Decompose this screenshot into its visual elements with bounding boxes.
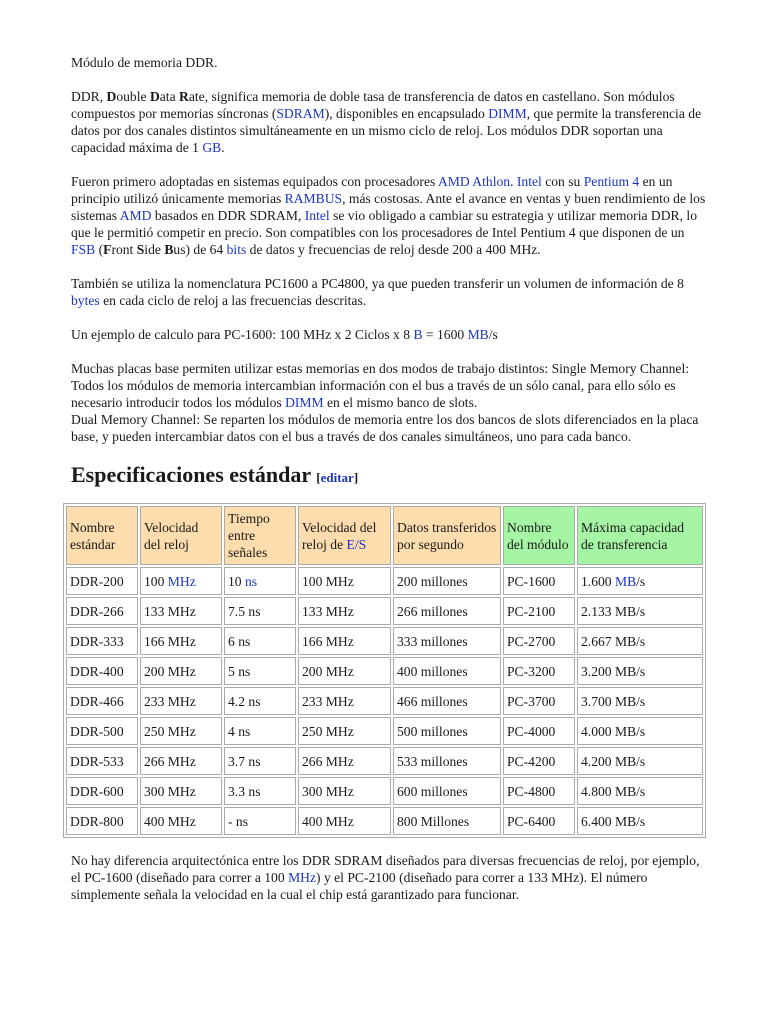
table-cell: 100 MHz	[298, 567, 391, 595]
table-cell: 500 millones	[393, 717, 501, 745]
header-tiempo-senales: Tiempo entre señales	[224, 506, 296, 565]
table-cell: DDR-500	[66, 717, 138, 745]
link-dimm[interactable]: DIMM	[488, 106, 527, 121]
header-maxima-capacidad: Máxima capacidad de transferencia	[577, 506, 703, 565]
header-datos-transferidos: Datos transferidos por segundo	[393, 506, 501, 565]
table-cell: DDR-266	[66, 597, 138, 625]
table-cell: 266 MHz	[298, 747, 391, 775]
table-row	[66, 597, 703, 625]
table-cell: 100 MHz	[140, 567, 222, 595]
table-cell: 4.800 MB/s	[577, 777, 703, 805]
table-cell: 2.133 MB/s	[577, 597, 703, 625]
table-cell: DDR-200	[66, 567, 138, 595]
table-cell: 6.400 MB/s	[577, 807, 703, 835]
link-b[interactable]: B	[413, 327, 423, 342]
table-cell: 300 MHz	[298, 777, 391, 805]
table-header-row	[66, 506, 703, 565]
link-gb[interactable]: GB	[202, 140, 222, 155]
table-cell: 466 millones	[393, 687, 501, 715]
table-row	[66, 657, 703, 685]
link-amd[interactable]: AMD	[119, 208, 152, 223]
table-cell: 1.600 MB/s	[577, 567, 703, 595]
table-cell: 2.667 MB/s	[577, 627, 703, 655]
header-nombre-estandar: Nombre estándar	[66, 506, 138, 565]
table-cell: 4.2 ns	[224, 687, 296, 715]
table-cell: 133 MHz	[140, 597, 222, 625]
table-row	[66, 717, 703, 745]
spec-table	[63, 503, 706, 838]
table-cell: 300 MHz	[140, 777, 222, 805]
link-mhz[interactable]: MHz	[167, 573, 196, 589]
table-row	[66, 567, 703, 595]
paragraph-ddr-definition: DDR, Double Data Rate, significa memoria de doble tasa de transferencia de datos en castellano. Son módulos compuestos por memorias síncronas (SDRAM), disponibles en encapsulado DIMM, que permite la transferencia de datos por dos canales distintos simultáneamente en un mismo ciclo de reloj. Los módulos DDR soportan una capacidad máxima de 1 GB.	[71, 89, 702, 155]
link-mb[interactable]: MB	[467, 327, 489, 342]
table-row	[66, 627, 703, 655]
table-cell: PC-4800	[503, 777, 575, 805]
table-cell: 266 millones	[393, 597, 501, 625]
table-cell: 333 millones	[393, 627, 501, 655]
table-cell: 533 millones	[393, 747, 501, 775]
table-row	[66, 807, 703, 835]
table-cell: DDR-800	[66, 807, 138, 835]
paragraph-channels: Muchas placas base permiten utilizar estas memorias en dos modos de trabajo distintos: Single Memory Channel: Todos los módulos de memoria intercambian información con el bus a través de un sólo canal, para ello sólo es necesario introducir todos los módulos DIMM en el mismo banco de slots. Dual Memory Channel: Se reparten los módulos de memoria entre los dos bancos de slots diferenciados en la placa base, y pueden intercambiar datos con el bus a través de dos canales simultáneos, uno para cada banco.	[71, 361, 699, 444]
link-bits[interactable]: bits	[226, 242, 247, 257]
table-cell: 6 ns	[224, 627, 296, 655]
table-cell: DDR-400	[66, 657, 138, 685]
table-cell: 400 millones	[393, 657, 501, 685]
table-cell: PC-2700	[503, 627, 575, 655]
table-cell: 200 MHz	[140, 657, 222, 685]
table-cell: PC-4000	[503, 717, 575, 745]
link-mb-table[interactable]: MB	[614, 573, 637, 589]
table-cell: 7.5 ns	[224, 597, 296, 625]
header-velocidad-es: Velocidad del reloj de E/S	[298, 506, 391, 565]
table-cell: 400 MHz	[298, 807, 391, 835]
table-cell: PC-2100	[503, 597, 575, 625]
table-cell: 233 MHz	[298, 687, 391, 715]
table-cell: 3.700 MB/s	[577, 687, 703, 715]
link-intel[interactable]: Intel	[516, 174, 542, 189]
table-cell: 266 MHz	[140, 747, 222, 775]
table-cell: 3.200 MB/s	[577, 657, 703, 685]
table-row	[66, 777, 703, 805]
title-line: Módulo de memoria DDR.	[71, 55, 218, 70]
table-cell: 4.200 MB/s	[577, 747, 703, 775]
link-intel-2[interactable]: Intel	[304, 208, 330, 223]
table-cell: DDR-533	[66, 747, 138, 775]
table-row	[66, 747, 703, 775]
link-dimm-2[interactable]: DIMM	[285, 395, 324, 410]
table-row	[66, 687, 703, 715]
table-cell: PC-6400	[503, 807, 575, 835]
edit-link[interactable]: editar	[320, 470, 354, 485]
table-cell: 4 ns	[224, 717, 296, 745]
link-fsb[interactable]: FSB	[71, 242, 96, 257]
table-cell: DDR-600	[66, 777, 138, 805]
paragraph-calculation: Un ejemplo de calculo para PC-1600: 100 MHz x 2 Ciclos x 8 B = 1600 MB/s	[71, 327, 498, 342]
table-cell: DDR-333	[66, 627, 138, 655]
table-cell: 166 MHz	[298, 627, 391, 655]
link-rambus[interactable]: RAMBUS	[284, 191, 343, 206]
table-cell: 250 MHz	[298, 717, 391, 745]
table-cell: 200 MHz	[298, 657, 391, 685]
table-cell: 200 millones	[393, 567, 501, 595]
table-cell: 400 MHz	[140, 807, 222, 835]
table-cell: DDR-466	[66, 687, 138, 715]
table-cell: 3.3 ns	[224, 777, 296, 805]
table-cell: - ns	[224, 807, 296, 835]
link-pentium-4[interactable]: Pentium 4	[583, 174, 640, 189]
header-nombre-modulo: Nombre del módulo	[503, 506, 575, 565]
table-cell: PC-4200	[503, 747, 575, 775]
table-cell: 600 millones	[393, 777, 501, 805]
table-cell: 4.000 MB/s	[577, 717, 703, 745]
link-es[interactable]: E/S	[346, 536, 367, 552]
table-cell: PC-3700	[503, 687, 575, 715]
table-cell: 133 MHz	[298, 597, 391, 625]
table-cell: 233 MHz	[140, 687, 222, 715]
paragraph-architecture: No hay diferencia arquitectónica entre los DDR SDRAM diseñados para diversas frecuencias de reloj, por ejemplo, el PC-1600 (diseñado para correr a 100 MHz) y el PC-2100 (diseñado para correr a 133 MHz). El número simplemente señala la velocidad en la cual el chip está garantizado para funcionar.	[71, 853, 700, 902]
table-cell: 5 ns	[224, 657, 296, 685]
link-bytes[interactable]: bytes	[71, 293, 100, 308]
table-cell: PC-3200	[503, 657, 575, 685]
table-cell: 250 MHz	[140, 717, 222, 745]
link-amd-athlon[interactable]: AMD Athlon	[437, 174, 511, 189]
paragraph-adoption: Fueron primero adoptadas en sistemas equipados con procesadores AMD Athlon. Intel con su Pentium 4 en un principio utilizó únicamente memorias RAMBUS, más costosas. Ante el avance en ventas y buen rendimiento de los sistemas AMD basados en DDR SDRAM, Intel se vio obligado a cambiar su estrategia y utilizar memoria DDR, lo que le permitió competir en precio. Son compatibles con los procesadores de Intel Pentium 4 que disponen de un FSB (Front Side Bus) de 64 bits de datos y frecuencias de reloj desde 200 a 400 MHz.	[71, 174, 706, 257]
table-cell: 800 Millones	[393, 807, 501, 835]
table-cell: 3.7 ns	[224, 747, 296, 775]
header-velocidad-reloj: Velocidad del reloj	[140, 506, 222, 565]
link-sdram[interactable]: SDRAM	[276, 106, 325, 121]
paragraph-nomenclature: También se utiliza la nomenclatura PC1600 a PC4800, ya que pueden transferir un volumen de información de 8 bytes en cada ciclo de reloj a las frecuencias descritas.	[71, 276, 684, 308]
link-mhz-2[interactable]: MHz	[288, 870, 317, 885]
link-ns[interactable]: ns	[245, 573, 258, 589]
table-cell: PC-1600	[503, 567, 575, 595]
edit-section: [editar]	[316, 470, 359, 485]
table-cell: 166 MHz	[140, 627, 222, 655]
table-cell: 10 ns	[224, 567, 296, 595]
article	[71, 54, 711, 920]
section-heading: Especificaciones estándar [editar]	[71, 462, 359, 487]
